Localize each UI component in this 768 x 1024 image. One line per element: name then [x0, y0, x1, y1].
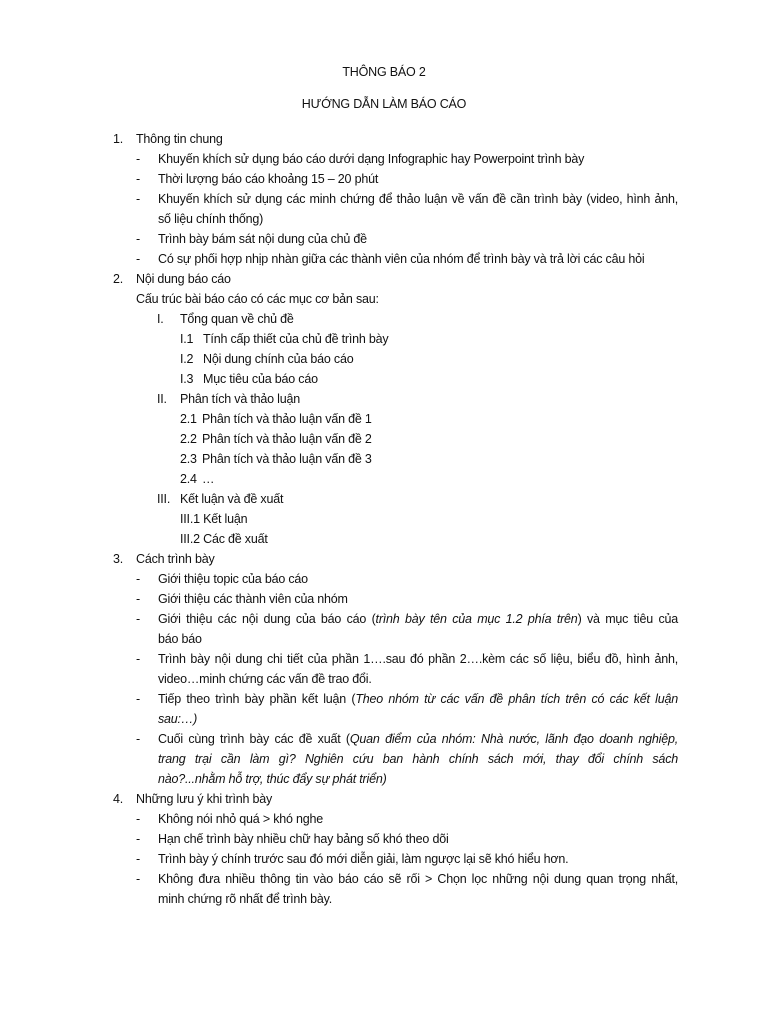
section-4-bullet-4-line-2: minh chứng rõ nhất để trình bày. — [158, 892, 333, 906]
section-2-number: 2. — [113, 272, 124, 286]
section-4-title: Những lưu ý khi trình bày — [136, 792, 273, 806]
outline-item-2-3: Phân tích và thảo luận vấn đề 3 — [202, 452, 372, 466]
bullet-dash: - — [136, 592, 140, 606]
section-4-number: 4. — [113, 792, 124, 806]
italic-run: Quan điểm của nhóm: Nhà nước, lãnh đạo doanh nghiệp, — [349, 732, 679, 746]
outline-numeral: 2.1 — [180, 412, 197, 426]
bullet-dash: - — [136, 732, 140, 746]
outline-item-I-1: Tính cấp thiết của chủ đề trình bày — [203, 332, 389, 346]
section-3-bullet-6-line-2: trang trại cần làm gì? Nghiên cứu ban hành chính sách mới, thay đổi chính sách — [158, 752, 678, 766]
section-1-number: 1. — [113, 132, 124, 146]
text-run: Cuối cùng trình bày các đề xuất ( — [158, 732, 350, 746]
section-3-bullet-5-line-2: sau:…) — [158, 712, 198, 726]
section-3-bullet-4-line-2: video…minh chứng các vấn đề trao đổi. — [158, 672, 372, 686]
outline-numeral: 2.2 — [180, 432, 197, 446]
section-3-number: 3. — [113, 552, 124, 566]
bullet-dash: - — [136, 612, 140, 626]
outline-item-I-3: Mục tiêu của báo cáo — [203, 372, 318, 386]
section-4-bullet-3: Trình bày ý chính trước sau đó mới diễn giải, làm ngược lại sẽ khó hiểu hơn. — [158, 852, 569, 866]
text-run: ) và mục tiêu của — [577, 612, 678, 626]
section-2-intro: Cấu trúc bài báo cáo có các mục cơ bản sau: — [136, 292, 379, 306]
section-3-bullet-1: Giới thiệu topic của báo cáo — [158, 572, 308, 586]
italic-run: Theo nhóm từ các vấn đề phân tích trên có các kết luận — [355, 692, 678, 706]
outline-numeral: 2.4 — [180, 472, 197, 486]
outline-item-2-1: Phân tích và thảo luận vấn đề 1 — [202, 412, 372, 426]
italic-run: trình bày tên của mục 1.2 phía trên — [375, 612, 578, 626]
section-3-bullet-3-line-2: báo báo — [158, 632, 202, 646]
bullet-dash: - — [136, 652, 140, 666]
outline-item-I: Tổng quan về chủ đề — [180, 312, 294, 326]
section-1-bullet-3-line-1: Khuyến khích sử dụng các minh chứng để thảo luận về vấn đề cần trình bày (video, hình ảnh, — [158, 192, 678, 206]
section-2-title: Nội dung báo cáo — [136, 272, 231, 286]
section-1-bullet-1: Khuyến khích sử dụng báo cáo dưới dạng Infographic hay Powerpoint trình bày — [158, 152, 585, 166]
section-1-bullet-2: Thời lượng báo cáo khoảng 15 – 20 phút — [158, 172, 379, 186]
bullet-dash: - — [136, 812, 140, 826]
section-3-bullet-6-line-1 — [158, 731, 678, 747]
document-title: THÔNG BÁO 2 — [342, 65, 426, 79]
outline-item-2-2: Phân tích và thảo luận vấn đề 2 — [202, 432, 372, 446]
section-3-bullet-3-line-1 — [158, 611, 678, 627]
section-3-title: Cách trình bày — [136, 552, 215, 566]
bullet-dash: - — [136, 252, 140, 266]
section-4-bullet-2: Hạn chế trình bày nhiều chữ hay bảng số khó theo dõi — [158, 832, 449, 846]
section-3-bullet-2: Giới thiệu các thành viên của nhóm — [158, 592, 348, 606]
bullet-dash: - — [136, 572, 140, 586]
bullet-dash: - — [136, 692, 140, 706]
outline-item-III: Kết luận và đề xuất — [180, 492, 284, 506]
outline-numeral: I. — [157, 312, 164, 326]
bullet-dash: - — [136, 152, 140, 166]
outline-numeral: I.3 — [180, 372, 194, 386]
bullet-dash: - — [136, 232, 140, 246]
outline-item-III-1: III.1 Kết luận — [180, 512, 248, 526]
outline-item-II: Phân tích và thảo luận — [180, 392, 300, 406]
bullet-dash: - — [136, 192, 140, 206]
bullet-dash: - — [136, 872, 140, 886]
outline-numeral: III. — [157, 492, 171, 506]
section-1-bullet-3-line-2: số liệu chính thống) — [158, 212, 264, 226]
section-4-bullet-1: Không nói nhỏ quá > khó nghe — [158, 812, 324, 826]
section-1-bullet-5: Có sự phối hợp nhịp nhàn giữa các thành viên của nhóm để trình bày và trả lời các câu hỏi — [158, 252, 645, 266]
section-3-bullet-6-line-3: nào?...nhằm hỗ trợ, thúc đẩy sự phát triển) — [158, 772, 387, 786]
document-subtitle: HƯỚNG DẪN LÀM BÁO CÁO — [301, 97, 467, 111]
outline-numeral: 2.3 — [180, 452, 197, 466]
bullet-dash: - — [136, 832, 140, 846]
outline-numeral: I.1 — [180, 332, 194, 346]
bullet-dash: - — [136, 172, 140, 186]
outline-item-2-4: … — [202, 472, 215, 486]
section-3-bullet-4-line-1: Trình bày nội dung chi tiết của phần 1….sau đó phần 2….kèm các số liệu, biểu đồ, hình ảnh, — [158, 652, 678, 666]
outline-numeral: II. — [157, 392, 167, 406]
section-1-title: Thông tin chung — [136, 132, 223, 146]
outline-numeral: I.2 — [180, 352, 194, 366]
section-4-bullet-4-line-1: Không đưa nhiều thông tin vào báo cáo sẽ rối > Chọn lọc những nội dung quan trọng nhất, — [158, 872, 678, 886]
bullet-dash: - — [136, 852, 140, 866]
section-3-bullet-5-line-1 — [158, 691, 678, 707]
section-1-bullet-4: Trình bày bám sát nội dung của chủ đề — [158, 232, 367, 246]
text-run: Tiếp theo trình bày phần kết luận ( — [158, 692, 356, 706]
outline-item-III-2: III.2 Các đề xuất — [180, 532, 268, 546]
outline-item-I-2: Nội dung chính của báo cáo — [203, 352, 354, 366]
text-run: Giới thiệu các nội dung của báo cáo ( — [158, 612, 376, 626]
